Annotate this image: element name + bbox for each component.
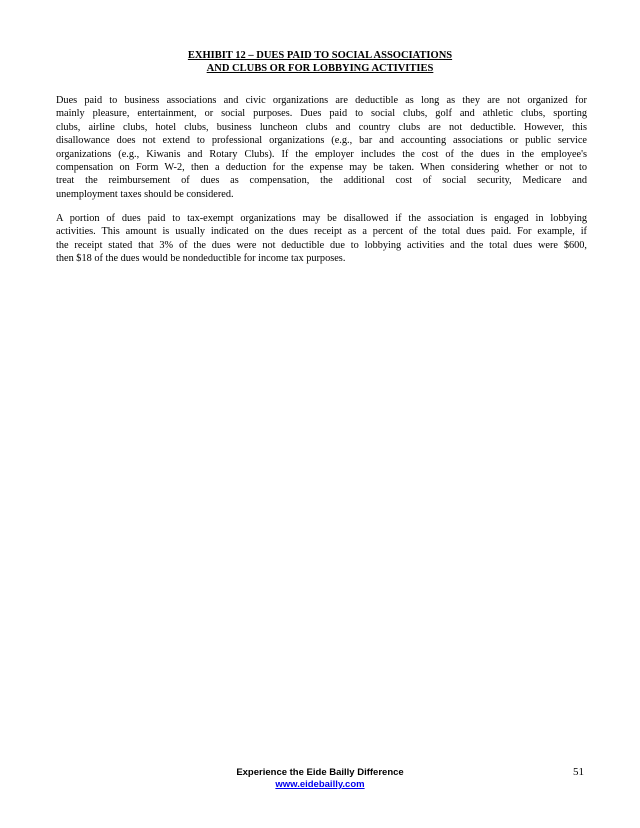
paragraph-dues-deductibility [56,94,587,201]
paragraph-line: the receipt stated that 3% of the dues were not deductible due to lobbying activities and the total dues were $600, [56,239,587,251]
exhibit-title [0,50,640,75]
paragraph-line: Dues paid to business associations and civic organizations are deductible as long as they are not organized for [56,95,587,106]
paragraph-line: unemployment taxes should be considered. [56,188,234,200]
page-footer [0,767,640,791]
exhibit-title-line-1: EXHIBIT 12 – DUES PAID TO SOCIAL ASSOCIATIONS [187,50,453,61]
exhibit-title-line-2: AND CLUBS OR FOR LOBBYING ACTIVITIES [206,62,434,74]
footer-tagline: Experience the Eide Bailly Difference [236,767,404,778]
paragraph-line: organizations (e.g., Kiwanis and Rotary Clubs). If the employer includes the cost of the dues in the employee's [56,148,587,160]
paragraph-line: then $18 of the dues would be nondeductible for income tax purposes. [56,253,346,265]
paragraph-line: disallowance does not extend to professional organizations (e.g., bar and accounting associations or public service [56,135,587,147]
paragraph-lobbying-disallowance [56,212,587,266]
paragraph-line: clubs, airline clubs, hotel clubs, business luncheon clubs and country clubs are not deductible. However, this [56,121,587,133]
paragraph-line: compensation on Form W-2, then a deduction for the expense may be taken. When considering whether or not to [56,162,587,174]
paragraph-line: A portion of dues paid to tax-exempt organizations may be disallowed if the association is engaged in lobbying [56,213,587,224]
paragraph-line: treat the reimbursement of dues as compensation, the additional cost of social security, Medicare and [56,175,587,187]
paragraph-line: activities. This amount is usually indicated on the dues receipt as a percent of the total dues paid. For example, if [56,226,587,238]
paragraph-line: mainly pleasure, entertainment, or social purposes. Dues paid to social clubs, golf and athletic clubs, sporting [56,108,587,120]
footer-website-link[interactable]: www.eidebailly.com [275,779,365,790]
page-number: 51 [573,766,584,778]
